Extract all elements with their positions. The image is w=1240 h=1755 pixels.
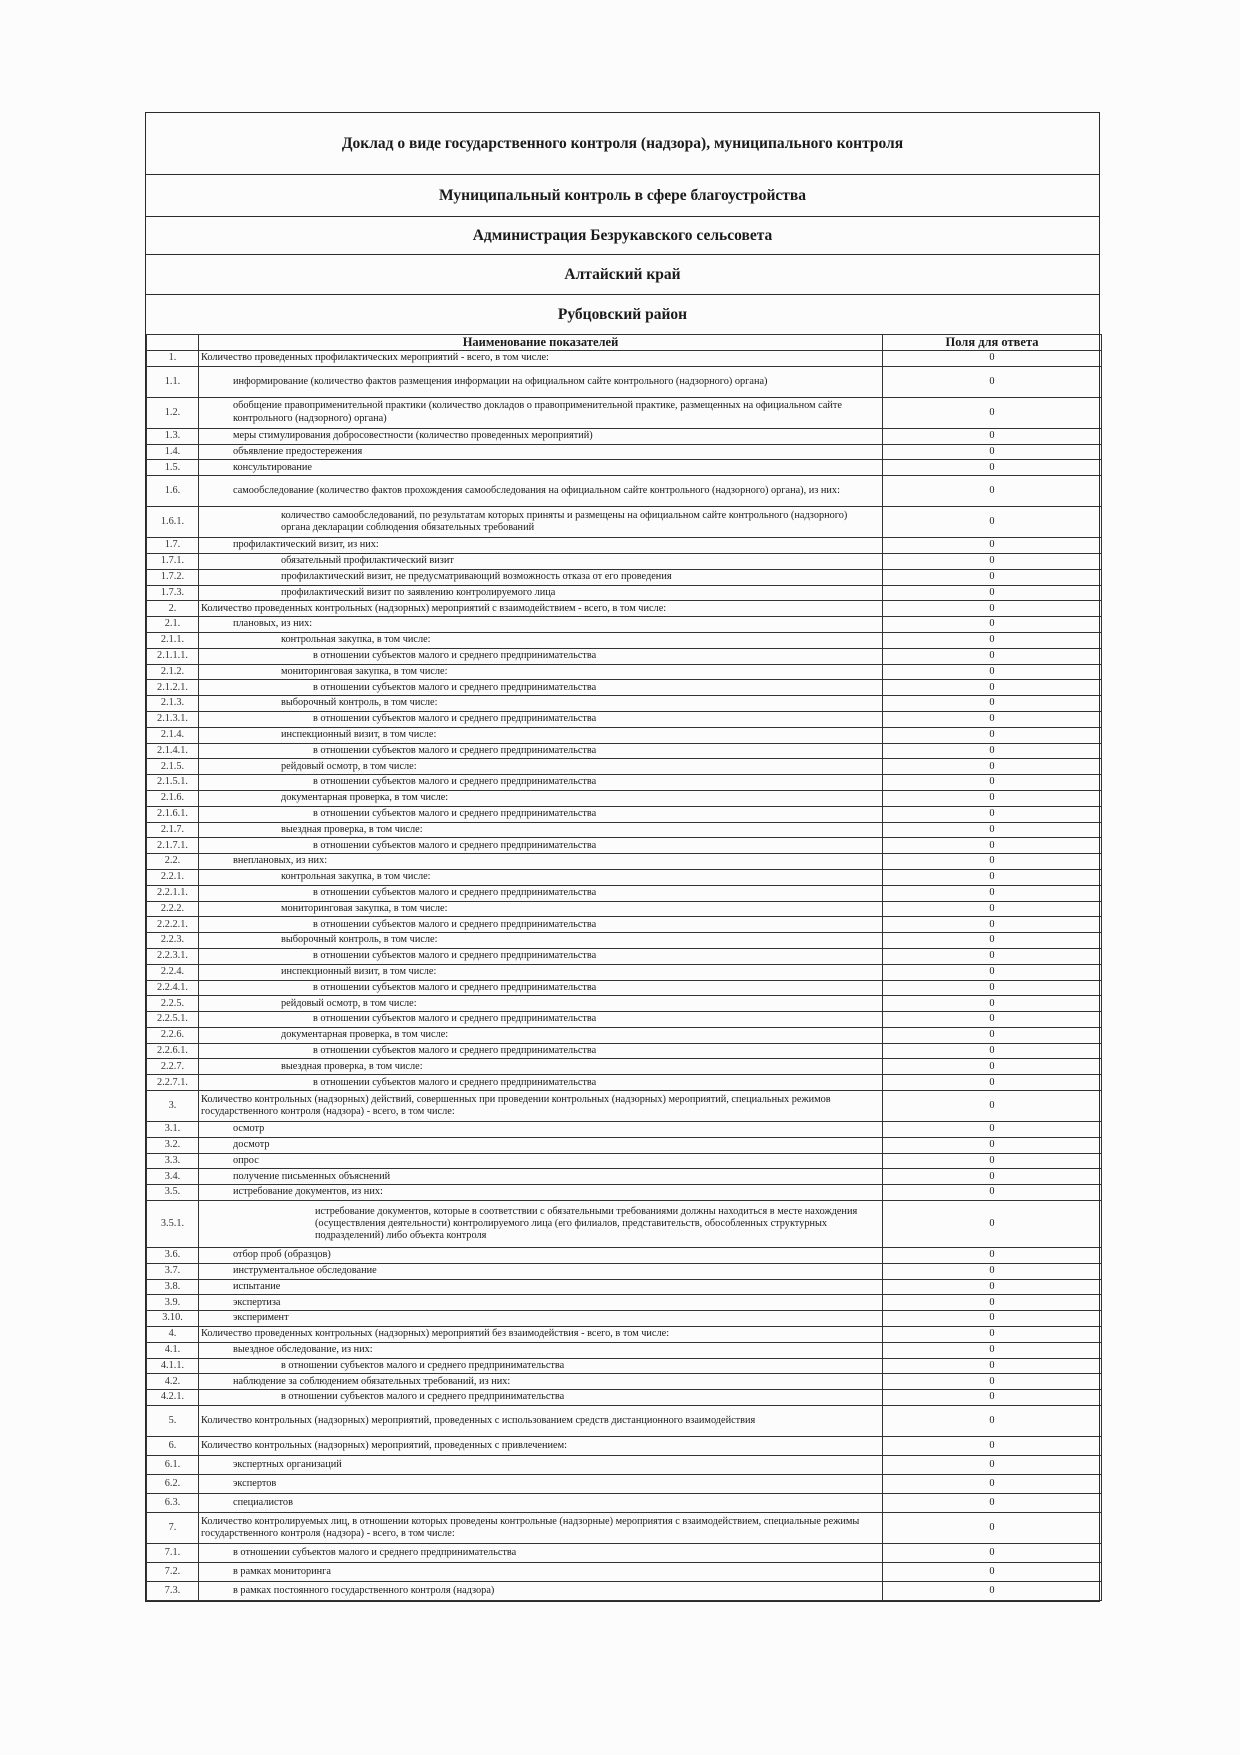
row-label: экспертиза <box>199 1295 883 1311</box>
table-row <box>147 838 1102 854</box>
row-value: 0 <box>883 617 1102 633</box>
row-number: 1.3. <box>147 428 199 444</box>
row-label: Количество проведенных контрольных (надзорных) мероприятий без взаимодействия - всего, в том числе: <box>199 1327 883 1343</box>
table-row <box>147 1295 1102 1311</box>
row-number: 2.2.3. <box>147 933 199 949</box>
row-number: 2.1.6. <box>147 790 199 806</box>
row-value: 0 <box>883 1012 1102 1028</box>
row-number: 2.1.4.1. <box>147 743 199 759</box>
row-number: 7.1. <box>147 1543 199 1562</box>
row-number: 2.1.7. <box>147 822 199 838</box>
table-row <box>147 1059 1102 1075</box>
row-value: 0 <box>883 980 1102 996</box>
row-value: 0 <box>883 664 1102 680</box>
row-number: 2.2.5.1. <box>147 1012 199 1028</box>
row-label: документарная проверка, в том числе: <box>199 1027 883 1043</box>
table-row <box>147 428 1102 444</box>
table-row <box>147 743 1102 759</box>
table-row <box>147 1581 1102 1600</box>
table-row <box>147 1279 1102 1295</box>
row-number: 4.1.1. <box>147 1358 199 1374</box>
table-row <box>147 759 1102 775</box>
row-value: 0 <box>883 1581 1102 1600</box>
row-value: 0 <box>883 1374 1102 1390</box>
table-row <box>147 1012 1102 1028</box>
row-value: 0 <box>883 822 1102 838</box>
row-value: 0 <box>883 1201 1102 1248</box>
row-label: меры стимулирования добросовестности (количество проведенных мероприятий) <box>199 428 883 444</box>
row-value: 0 <box>883 444 1102 460</box>
table-row <box>147 948 1102 964</box>
row-value: 0 <box>883 1295 1102 1311</box>
row-label: в отношении субъектов малого и среднего предпринимательства <box>199 648 883 664</box>
row-number: 3.8. <box>147 1279 199 1295</box>
row-label: в отношении субъектов малого и среднего предпринимательства <box>199 917 883 933</box>
row-label: инспекционный визит, в том числе: <box>199 964 883 980</box>
row-number: 1.1. <box>147 366 199 397</box>
table-row <box>147 696 1102 712</box>
row-label: обязательный профилактический визит <box>199 553 883 569</box>
row-value: 0 <box>883 632 1102 648</box>
table-row <box>147 664 1102 680</box>
table-row <box>147 1358 1102 1374</box>
row-number: 3.1. <box>147 1122 199 1138</box>
table-row <box>147 460 1102 476</box>
row-value: 0 <box>883 964 1102 980</box>
row-label: отбор проб (образцов) <box>199 1248 883 1264</box>
row-number: 2.2.3.1. <box>147 948 199 964</box>
table-row <box>147 617 1102 633</box>
row-label: получение письменных объяснений <box>199 1169 883 1185</box>
row-number: 3.5. <box>147 1185 199 1201</box>
row-number: 2.2.4. <box>147 964 199 980</box>
row-value: 0 <box>883 1169 1102 1185</box>
table-row <box>147 964 1102 980</box>
row-value: 0 <box>883 1311 1102 1327</box>
row-number: 2.1.7.1. <box>147 838 199 854</box>
row-label: опрос <box>199 1153 883 1169</box>
row-value: 0 <box>883 1059 1102 1075</box>
row-label: профилактический визит по заявлению контролируемого лица <box>199 585 883 601</box>
row-label: наблюдение за соблюдением обязательных требований, из них: <box>199 1374 883 1390</box>
row-label: Количество контрольных (надзорных) действий, совершенных при проведении контрольных (надзорных) мероприятий, специальных режимов государственного контроля (надзора) - всего, в том числе: <box>199 1091 883 1122</box>
row-value: 0 <box>883 1263 1102 1279</box>
row-label: экспертных организаций <box>199 1455 883 1474</box>
row-number: 2.1.3.1. <box>147 711 199 727</box>
row-number: 6.1. <box>147 1455 199 1474</box>
row-label: выборочный контроль, в том числе: <box>199 933 883 949</box>
row-number: 2.2.2.1. <box>147 917 199 933</box>
row-number: 2.2.1.1. <box>147 885 199 901</box>
row-label: мониторинговая закупка, в том числе: <box>199 901 883 917</box>
row-number: 2.1.2. <box>147 664 199 680</box>
row-number: 3.9. <box>147 1295 199 1311</box>
table-row <box>147 507 1102 538</box>
row-value: 0 <box>883 838 1102 854</box>
table-row <box>147 1169 1102 1185</box>
row-value: 0 <box>883 1075 1102 1091</box>
row-value: 0 <box>883 933 1102 949</box>
row-label: экспертов <box>199 1474 883 1493</box>
row-label: выездное обследование, из них: <box>199 1342 883 1358</box>
row-number: 2.1.1.1. <box>147 648 199 664</box>
row-label: в рамках постоянного государственного контроля (надзора) <box>199 1581 883 1600</box>
row-number: 2.1.6.1. <box>147 806 199 822</box>
row-value: 0 <box>883 1474 1102 1493</box>
row-value: 0 <box>883 1248 1102 1264</box>
table-row <box>147 1263 1102 1279</box>
row-value: 0 <box>883 680 1102 696</box>
row-label: обобщение правоприменительной практики (количество докладов о правоприменительной практике, размещенных на официальном сайте контрольного (надзорного) органа) <box>199 397 883 428</box>
row-value: 0 <box>883 553 1102 569</box>
table-row <box>147 648 1102 664</box>
row-number: 3.10. <box>147 1311 199 1327</box>
table-row <box>147 1374 1102 1390</box>
col-number-header <box>147 335 199 351</box>
table-row <box>147 996 1102 1012</box>
row-value: 0 <box>883 1027 1102 1043</box>
row-number: 1.2. <box>147 397 199 428</box>
row-value: 0 <box>883 1327 1102 1343</box>
row-value: 0 <box>883 1122 1102 1138</box>
row-label: самообследование (количество фактов прохождения самообследования на официальном сайте контрольного (надзорного) органа), из них: <box>199 476 883 507</box>
table-row <box>147 1091 1102 1122</box>
row-label: объявление предостережения <box>199 444 883 460</box>
row-number: 2. <box>147 601 199 617</box>
table-row <box>147 790 1102 806</box>
row-label: Количество проведенных контрольных (надзорных) мероприятий с взаимодействием - всего, в том числе: <box>199 601 883 617</box>
organization: Администрация Безрукавского сельсовета <box>146 217 1099 255</box>
row-number: 2.2. <box>147 854 199 870</box>
row-number: 2.1.5.1. <box>147 775 199 791</box>
row-value: 0 <box>883 948 1102 964</box>
row-label: в отношении субъектов малого и среднего предпринимательства <box>199 680 883 696</box>
table-row <box>147 869 1102 885</box>
row-value: 0 <box>883 428 1102 444</box>
row-label: в отношении субъектов малого и среднего предпринимательства <box>199 711 883 727</box>
table-row <box>147 1137 1102 1153</box>
table-row <box>147 1342 1102 1358</box>
row-value: 0 <box>883 366 1102 397</box>
row-label: выездная проверка, в том числе: <box>199 1059 883 1075</box>
row-number: 2.1. <box>147 617 199 633</box>
row-label: в отношении субъектов малого и среднего предпринимательства <box>199 743 883 759</box>
row-value: 0 <box>883 711 1102 727</box>
row-number: 1.7.1. <box>147 553 199 569</box>
table-row <box>147 933 1102 949</box>
table-row <box>147 351 1102 367</box>
row-value: 0 <box>883 901 1102 917</box>
table-row <box>147 1543 1102 1562</box>
row-label: Количество контрольных (надзорных) мероприятий, проведенных с использованием средств дистанционного взаимодействия <box>199 1406 883 1437</box>
row-label: в отношении субъектов малого и среднего предпринимательства <box>199 1358 883 1374</box>
table-row <box>147 1512 1102 1543</box>
table-row <box>147 366 1102 397</box>
table-row <box>147 1027 1102 1043</box>
row-number: 4. <box>147 1327 199 1343</box>
row-value: 0 <box>883 1091 1102 1122</box>
table-row <box>147 569 1102 585</box>
row-value: 0 <box>883 854 1102 870</box>
report-sheet <box>145 112 1100 1602</box>
row-label: в отношении субъектов малого и среднего предпринимательства <box>199 775 883 791</box>
row-value: 0 <box>883 1406 1102 1437</box>
row-number: 1. <box>147 351 199 367</box>
row-number: 4.2. <box>147 1374 199 1390</box>
row-value: 0 <box>883 1279 1102 1295</box>
row-number: 6.2. <box>147 1474 199 1493</box>
row-label: в отношении субъектов малого и среднего предпринимательства <box>199 1543 883 1562</box>
row-label: эксперимент <box>199 1311 883 1327</box>
row-label: внеплановых, из них: <box>199 854 883 870</box>
row-label: в отношении субъектов малого и среднего предпринимательства <box>199 1390 883 1406</box>
row-label: в рамках мониторинга <box>199 1562 883 1581</box>
row-label: Количество контрольных (надзорных) мероприятий, проведенных с привлечением: <box>199 1437 883 1456</box>
row-value: 0 <box>883 1137 1102 1153</box>
row-label: плановых, из них: <box>199 617 883 633</box>
row-label: в отношении субъектов малого и среднего предпринимательства <box>199 1075 883 1091</box>
row-value: 0 <box>883 885 1102 901</box>
row-value: 0 <box>883 759 1102 775</box>
row-number: 3.7. <box>147 1263 199 1279</box>
row-value: 0 <box>883 1358 1102 1374</box>
table-row <box>147 553 1102 569</box>
row-number: 1.6. <box>147 476 199 507</box>
row-number: 2.2.6.1. <box>147 1043 199 1059</box>
row-number: 3.5.1. <box>147 1201 199 1248</box>
row-value: 0 <box>883 1185 1102 1201</box>
table-row <box>147 680 1102 696</box>
row-number: 6.3. <box>147 1493 199 1512</box>
row-number: 2.2.5. <box>147 996 199 1012</box>
row-number: 3.6. <box>147 1248 199 1264</box>
row-value: 0 <box>883 727 1102 743</box>
row-label: мониторинговая закупка, в том числе: <box>199 664 883 680</box>
row-value: 0 <box>883 790 1102 806</box>
table-row <box>147 1474 1102 1493</box>
table-row <box>147 1153 1102 1169</box>
row-value: 0 <box>883 601 1102 617</box>
row-value: 0 <box>883 648 1102 664</box>
row-label: испытание <box>199 1279 883 1295</box>
table-row <box>147 917 1102 933</box>
row-number: 7.2. <box>147 1562 199 1581</box>
row-number: 2.1.1. <box>147 632 199 648</box>
table-row <box>147 444 1102 460</box>
row-value: 0 <box>883 1153 1102 1169</box>
row-label: Количество контролируемых лиц, в отношении которых проведены контрольные (надзорные) мероприятия с взаимодействием, специальные режимы государственного контроля (надзора) - всего, в том числе: <box>199 1512 883 1543</box>
table-header-row <box>147 335 1102 351</box>
table-row <box>147 538 1102 554</box>
row-number: 1.4. <box>147 444 199 460</box>
row-value: 0 <box>883 1437 1102 1456</box>
row-number: 5. <box>147 1406 199 1437</box>
row-number: 2.2.7.1. <box>147 1075 199 1091</box>
col-name-header: Наименование показателей <box>199 335 883 351</box>
row-number: 4.1. <box>147 1342 199 1358</box>
row-label: досмотр <box>199 1137 883 1153</box>
row-label: истребование документов, которые в соответствии с обязательными требованиями должны находиться в месте нахождения (осуществления деятельности) контролируемого лица (его филиалов, представительств, обособленных структурных подразделений) либо объекта контроля <box>199 1201 883 1248</box>
row-label: в отношении субъектов малого и среднего предпринимательства <box>199 838 883 854</box>
row-number: 2.2.7. <box>147 1059 199 1075</box>
control-type: Муниципальный контроль в сфере благоустройства <box>146 175 1099 217</box>
row-number: 3.4. <box>147 1169 199 1185</box>
row-label: контрольная закупка, в том числе: <box>199 632 883 648</box>
row-label: консультирование <box>199 460 883 476</box>
table-row <box>147 901 1102 917</box>
row-value: 0 <box>883 1512 1102 1543</box>
table-row <box>147 1122 1102 1138</box>
table-row <box>147 632 1102 648</box>
row-number: 2.2.4.1. <box>147 980 199 996</box>
row-number: 1.7. <box>147 538 199 554</box>
row-number: 6. <box>147 1437 199 1456</box>
row-label: в отношении субъектов малого и среднего предпринимательства <box>199 885 883 901</box>
table-row <box>147 1406 1102 1437</box>
row-number: 3.2. <box>147 1137 199 1153</box>
row-label: рейдовый осмотр, в том числе: <box>199 759 883 775</box>
row-label: контрольная закупка, в том числе: <box>199 869 883 885</box>
row-value: 0 <box>883 397 1102 428</box>
col-answer-header: Поля для ответа <box>883 335 1102 351</box>
row-number: 1.6.1. <box>147 507 199 538</box>
table-row <box>147 980 1102 996</box>
row-value: 0 <box>883 1390 1102 1406</box>
row-value: 0 <box>883 996 1102 1012</box>
table-row <box>147 397 1102 428</box>
table-row <box>147 1327 1102 1343</box>
table-row <box>147 806 1102 822</box>
table-row <box>147 585 1102 601</box>
report-title: Доклад о виде государственного контроля (надзора), муниципального контроля <box>146 113 1099 175</box>
row-number: 2.2.1. <box>147 869 199 885</box>
row-label: инструментальное обследование <box>199 1263 883 1279</box>
row-value: 0 <box>883 476 1102 507</box>
row-label: в отношении субъектов малого и среднего предпринимательства <box>199 980 883 996</box>
row-value: 0 <box>883 1543 1102 1562</box>
row-value: 0 <box>883 1455 1102 1474</box>
row-label: в отношении субъектов малого и среднего предпринимательства <box>199 948 883 964</box>
row-label: в отношении субъектов малого и среднего предпринимательства <box>199 1043 883 1059</box>
row-number: 7. <box>147 1512 199 1543</box>
row-value: 0 <box>883 1043 1102 1059</box>
row-value: 0 <box>883 775 1102 791</box>
row-label: осмотр <box>199 1122 883 1138</box>
row-number: 2.1.5. <box>147 759 199 775</box>
row-value: 0 <box>883 585 1102 601</box>
table-row <box>147 711 1102 727</box>
row-label: Количество проведенных профилактических мероприятий - всего, в том числе: <box>199 351 883 367</box>
table-row <box>147 1185 1102 1201</box>
row-value: 0 <box>883 460 1102 476</box>
row-label: документарная проверка, в том числе: <box>199 790 883 806</box>
region: Алтайский край <box>146 255 1099 295</box>
row-number: 2.1.2.1. <box>147 680 199 696</box>
row-value: 0 <box>883 696 1102 712</box>
table-row <box>147 1437 1102 1456</box>
table-row <box>147 601 1102 617</box>
row-value: 0 <box>883 538 1102 554</box>
row-label: профилактический визит, из них: <box>199 538 883 554</box>
table-row <box>147 1248 1102 1264</box>
row-label: истребование документов, из них: <box>199 1185 883 1201</box>
table-body <box>147 351 1102 1601</box>
table-row <box>147 822 1102 838</box>
row-value: 0 <box>883 351 1102 367</box>
table-row <box>147 1043 1102 1059</box>
table-row <box>147 1455 1102 1474</box>
table-row <box>147 727 1102 743</box>
row-value: 0 <box>883 806 1102 822</box>
table-row <box>147 1311 1102 1327</box>
table-row <box>147 1562 1102 1581</box>
row-value: 0 <box>883 1342 1102 1358</box>
row-label: выездная проверка, в том числе: <box>199 822 883 838</box>
row-label: в отношении субъектов малого и среднего предпринимательства <box>199 806 883 822</box>
row-number: 2.1.4. <box>147 727 199 743</box>
row-number: 1.7.3. <box>147 585 199 601</box>
row-value: 0 <box>883 917 1102 933</box>
row-number: 2.2.2. <box>147 901 199 917</box>
row-number: 4.2.1. <box>147 1390 199 1406</box>
table-row <box>147 1201 1102 1248</box>
row-number: 3.3. <box>147 1153 199 1169</box>
row-label: профилактический визит, не предусматривающий возможность отказа от его проведения <box>199 569 883 585</box>
row-value: 0 <box>883 1493 1102 1512</box>
row-label: выборочный контроль, в том числе: <box>199 696 883 712</box>
row-value: 0 <box>883 743 1102 759</box>
row-label: в отношении субъектов малого и среднего предпринимательства <box>199 1012 883 1028</box>
table-row <box>147 885 1102 901</box>
table-row <box>147 775 1102 791</box>
row-label: специалистов <box>199 1493 883 1512</box>
table-row <box>147 1075 1102 1091</box>
row-number: 3. <box>147 1091 199 1122</box>
row-number: 1.5. <box>147 460 199 476</box>
row-value: 0 <box>883 507 1102 538</box>
row-number: 2.1.3. <box>147 696 199 712</box>
row-label: рейдовый осмотр, в том числе: <box>199 996 883 1012</box>
row-value: 0 <box>883 1562 1102 1581</box>
row-number: 2.2.6. <box>147 1027 199 1043</box>
row-label: информирование (количество фактов размещения информации на официальном сайте контрольного (надзорного) органа) <box>199 366 883 397</box>
row-value: 0 <box>883 569 1102 585</box>
row-label: инспекционный визит, в том числе: <box>199 727 883 743</box>
row-number: 7.3. <box>147 1581 199 1600</box>
table-row <box>147 476 1102 507</box>
district: Рубцовский район <box>557 305 688 323</box>
table-row <box>147 1493 1102 1512</box>
table-row <box>147 1390 1102 1406</box>
row-label: количество самообследований, по результатам которых приняты и размещены на официальном сайте контрольного (надзорного) органа декларации соблюдения обязательных требований <box>199 507 883 538</box>
row-number: 1.7.2. <box>147 569 199 585</box>
indicators-table <box>146 334 1102 1601</box>
row-value: 0 <box>883 869 1102 885</box>
table-row <box>147 854 1102 870</box>
